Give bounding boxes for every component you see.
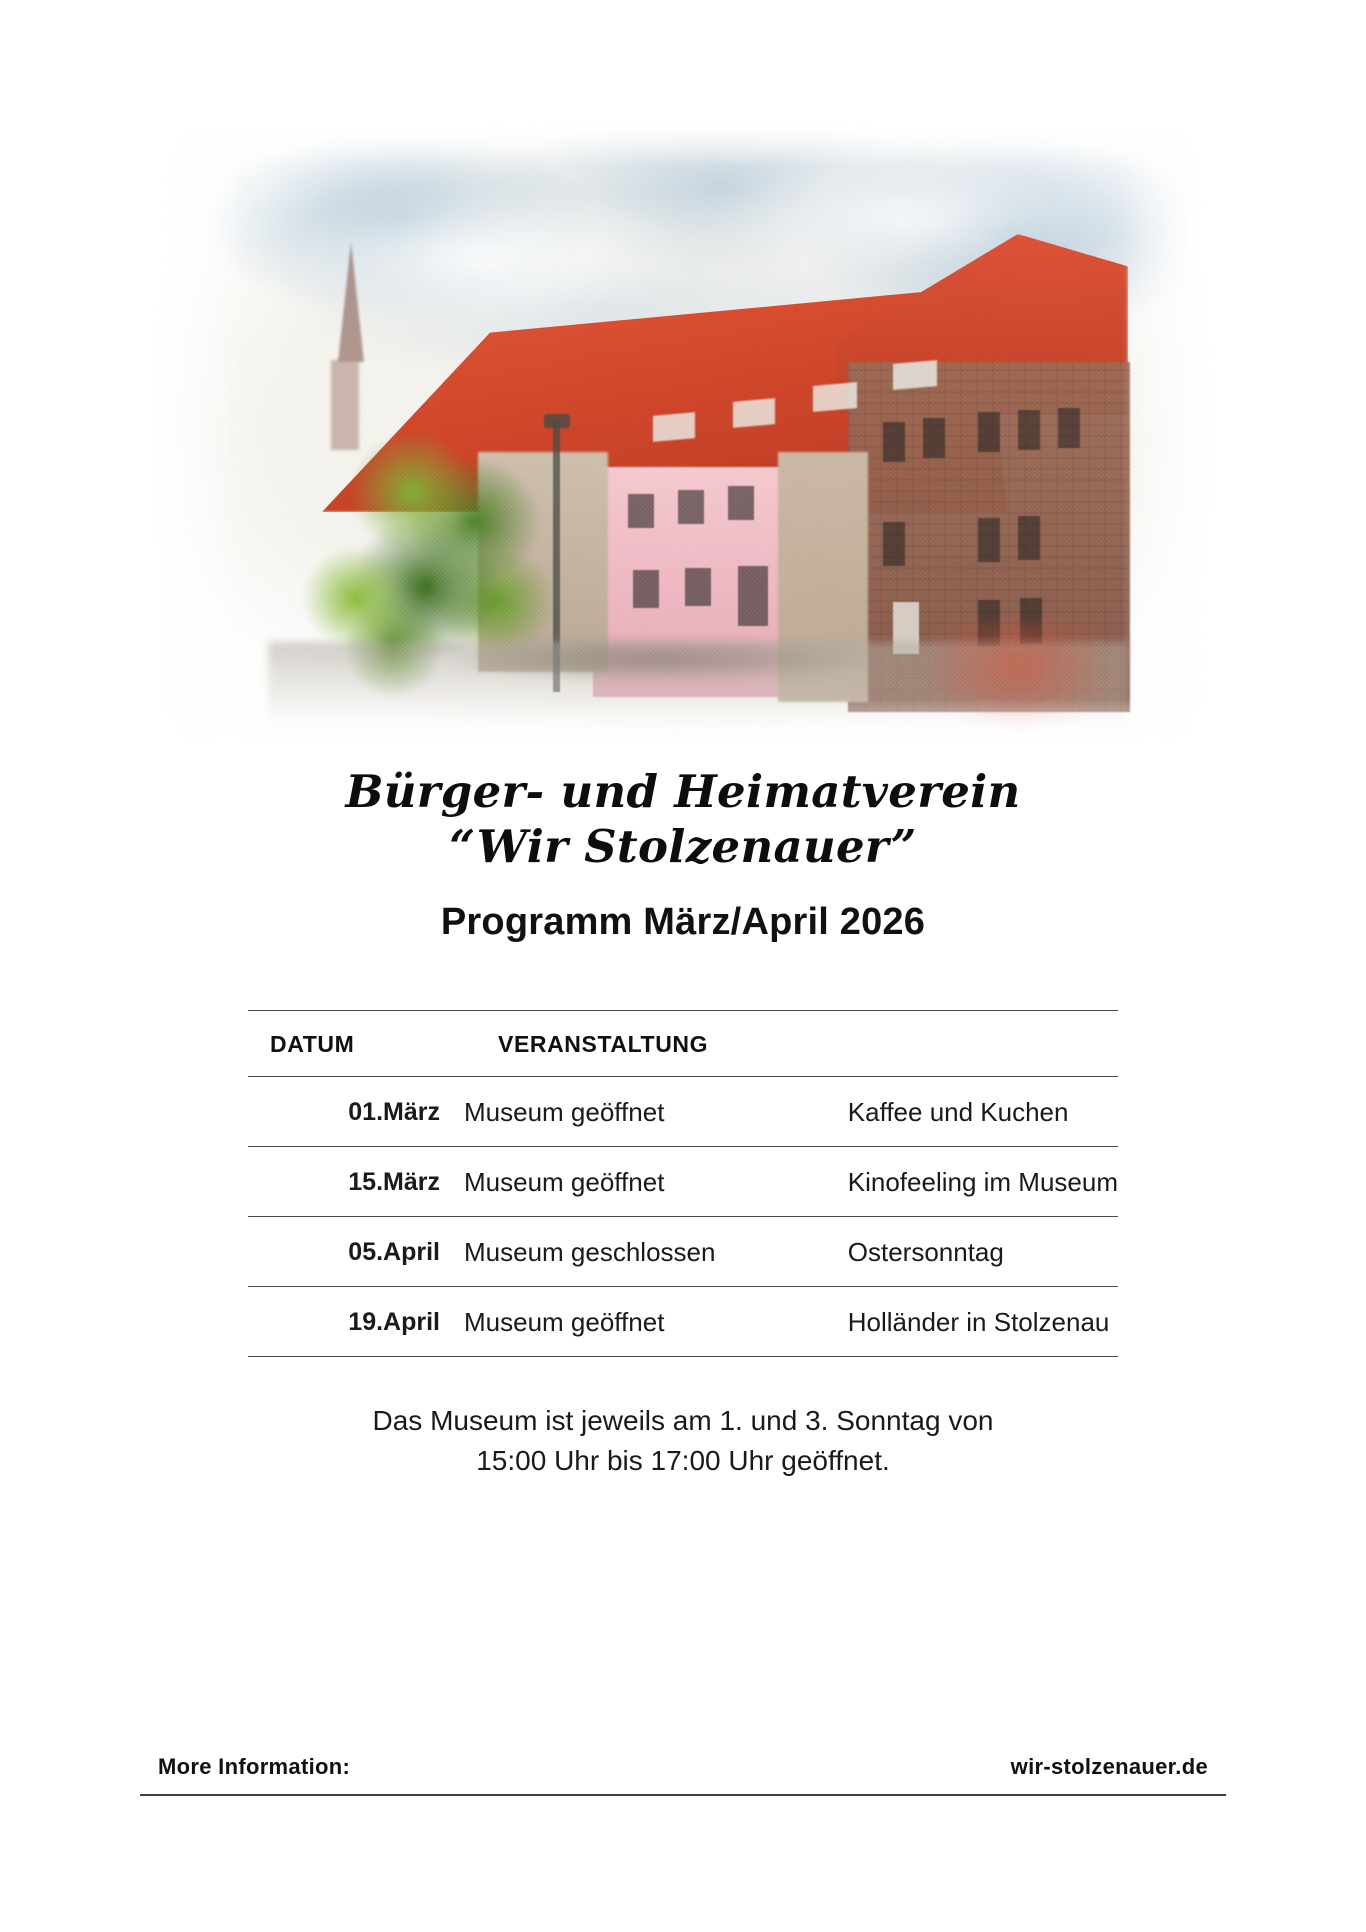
- row-note: Kinofeeling im Museum: [847, 1166, 1118, 1197]
- row-date: 05.April: [348, 1237, 440, 1266]
- schedule-header: [248, 1010, 1118, 1076]
- column-header-date: DATUM: [270, 1030, 355, 1057]
- row-date: 15.März: [348, 1167, 440, 1196]
- opening-hours-note: [273, 1401, 1093, 1482]
- row-note: Kaffee und Kuchen: [847, 1096, 1069, 1127]
- row-status: Museum geöffnet: [464, 1166, 665, 1197]
- column-header-event: VERANSTALTUNG: [498, 1030, 709, 1057]
- website-link[interactable]: wir-stolzenauer.de: [1010, 1754, 1208, 1779]
- organization-title: [0, 765, 1366, 875]
- row-status: Museum geöffnet: [464, 1306, 665, 1337]
- museum-illustration: [148, 122, 1218, 747]
- table-header-row: [248, 1010, 1118, 1076]
- column-header-extra: [832, 1010, 1118, 1076]
- table-row: [248, 1076, 1118, 1146]
- opening-hours-line2: 15:00 Uhr bis 17:00 Uhr geöffnet.: [476, 1445, 890, 1477]
- schedule-table: [248, 1010, 1118, 1357]
- edge-vignette: [148, 122, 1218, 747]
- opening-hours-line1: Das Museum ist jeweils am 1. und 3. Sonntag von: [372, 1404, 994, 1436]
- organization-title-line2: “Wir Stolzenauer”: [449, 819, 917, 873]
- footer-divider: [140, 1794, 1226, 1796]
- table-row: [248, 1286, 1118, 1356]
- row-note: Ostersonntag: [847, 1236, 1004, 1267]
- row-date: 01.März: [348, 1097, 440, 1126]
- footer: [140, 1754, 1226, 1796]
- program-title: Programm März/April 2026: [440, 900, 926, 943]
- more-information-label: More Information:: [158, 1754, 351, 1779]
- row-status: Museum geöffnet: [464, 1096, 665, 1127]
- table-row: [248, 1146, 1118, 1216]
- footer-row: [140, 1754, 1226, 1794]
- row-date: 19.April: [348, 1307, 440, 1336]
- organization-title-line1: Bürger- und Heimatverein: [345, 765, 1021, 818]
- row-note: Holländer in Stolzenau: [847, 1306, 1110, 1337]
- schedule-body: [248, 1076, 1118, 1356]
- row-status: Museum geschlossen: [464, 1236, 716, 1267]
- title-block: [0, 765, 1366, 944]
- table-row: [248, 1216, 1118, 1286]
